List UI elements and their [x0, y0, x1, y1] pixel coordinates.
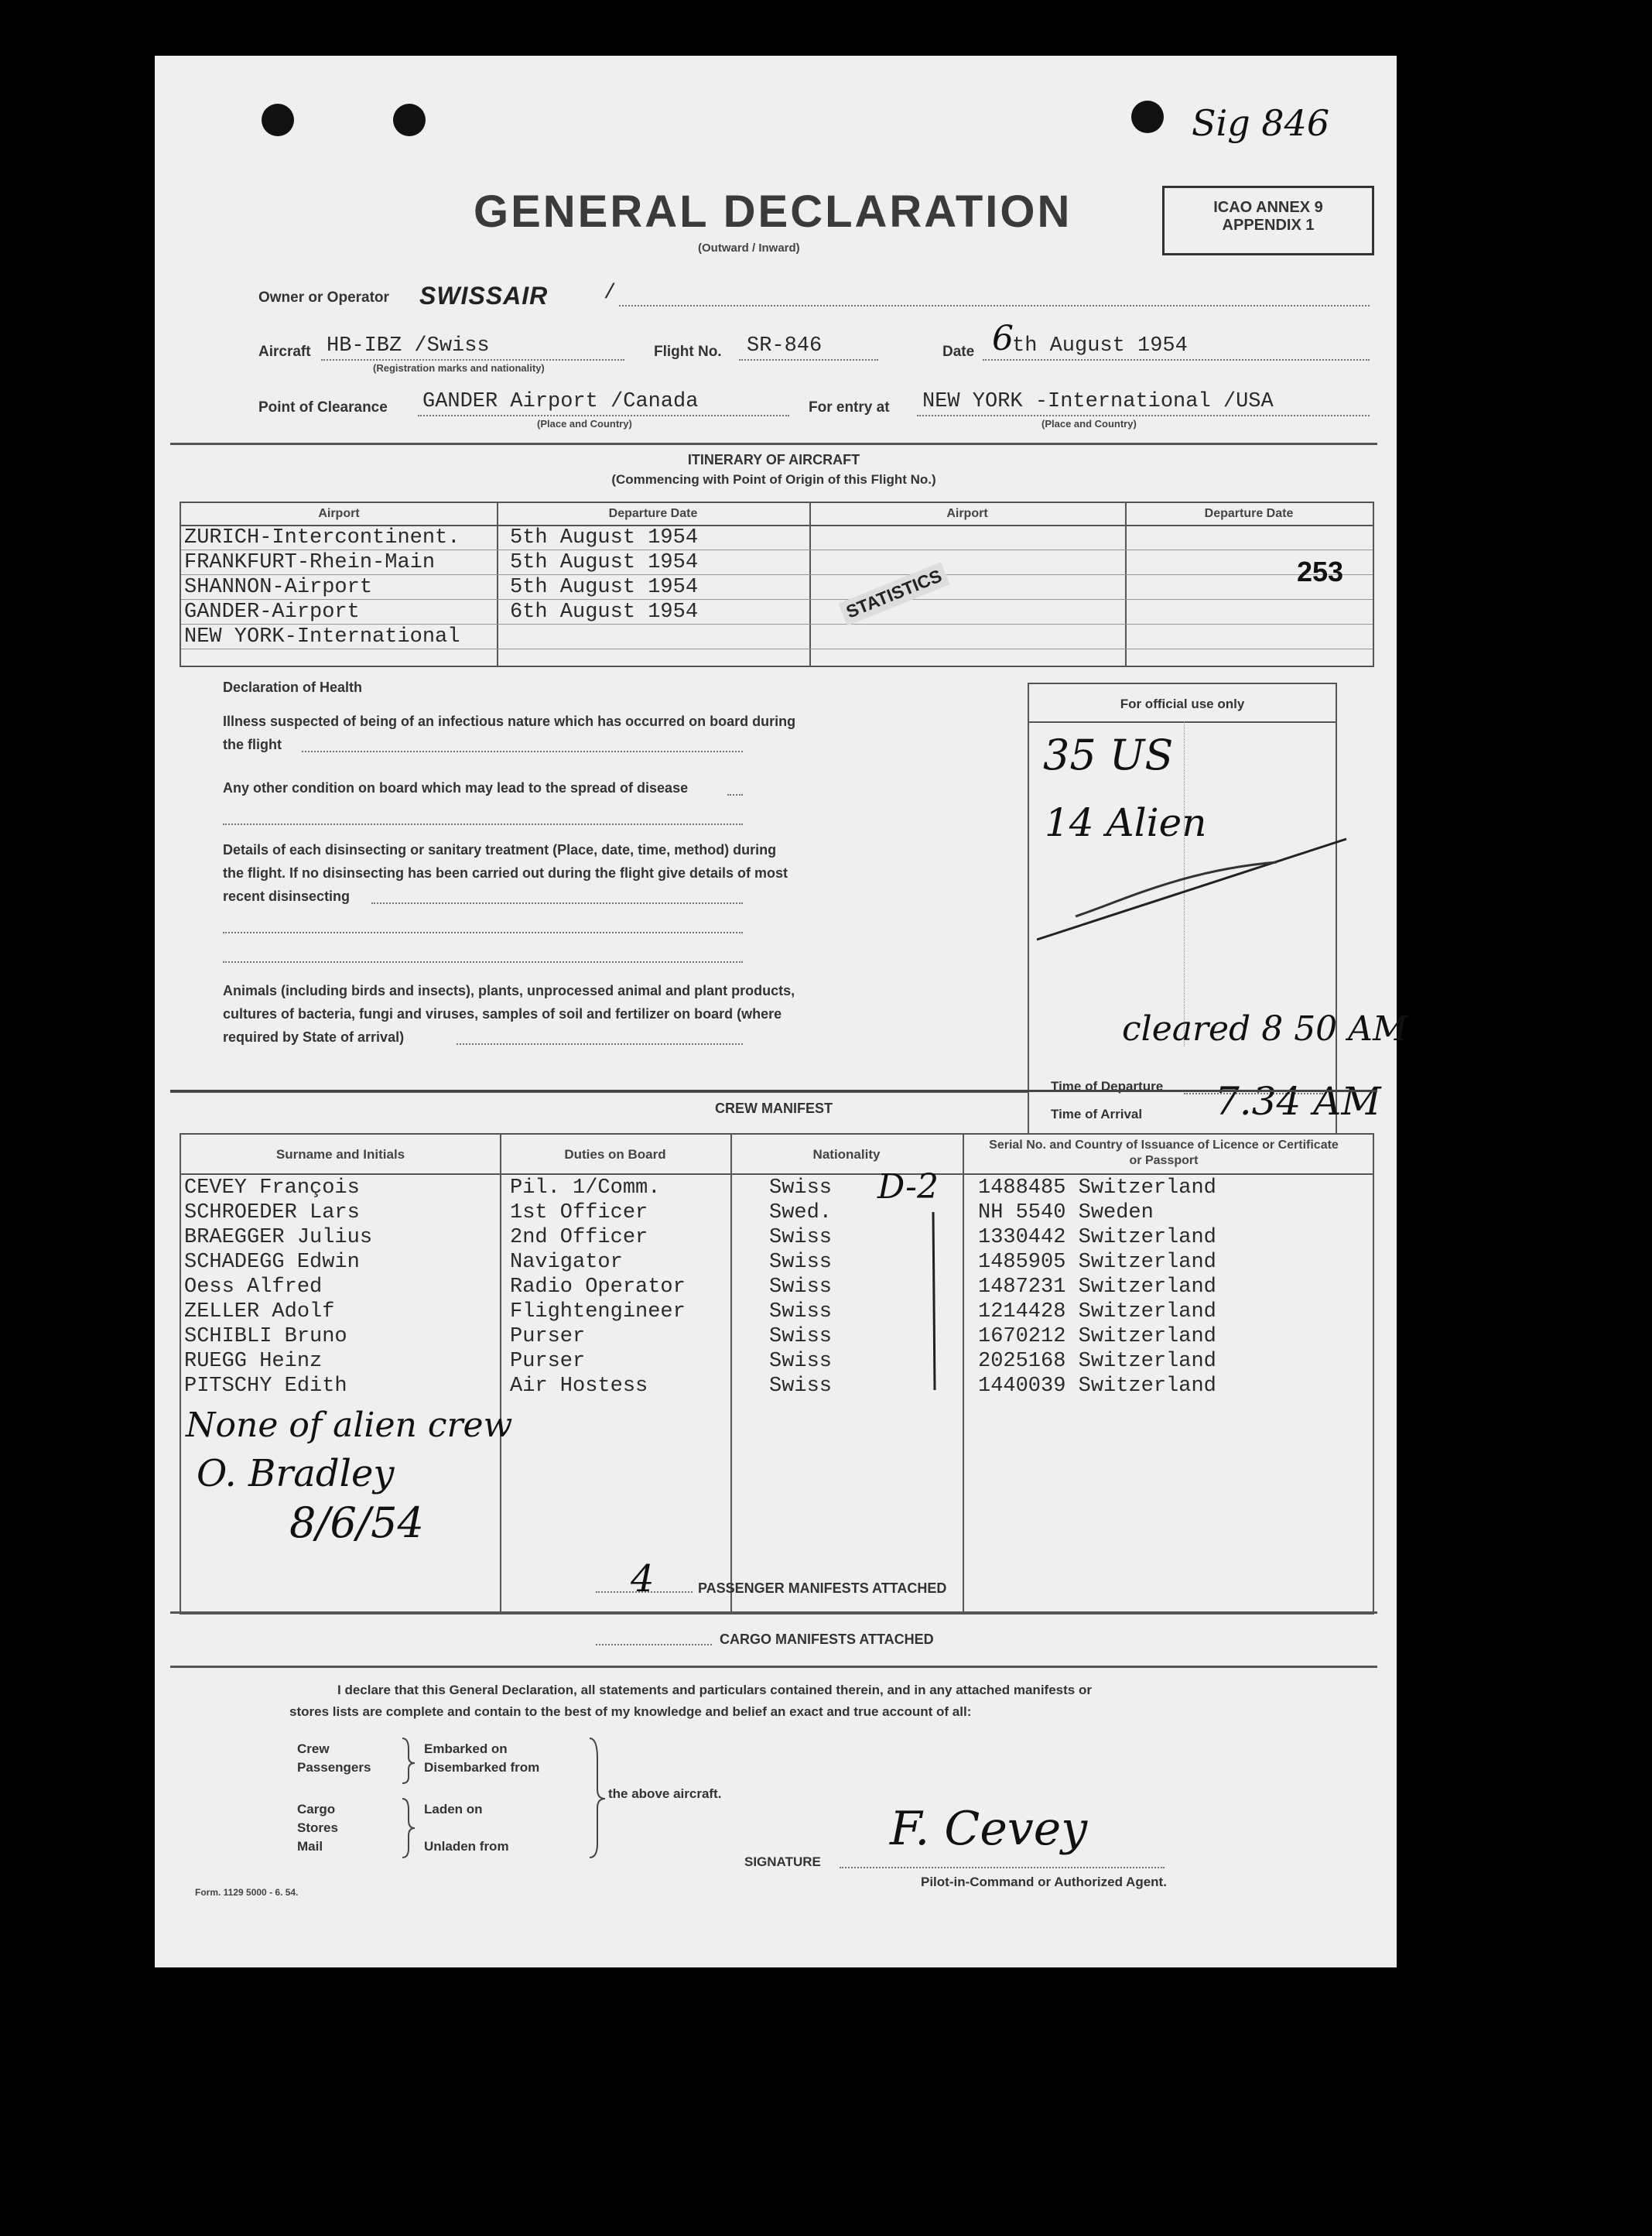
itinerary-number: 253 [1297, 556, 1344, 587]
itinerary-date-4: 6th August 1954 [510, 601, 699, 624]
cargo-count-line [596, 1644, 712, 1645]
crew-serial-4: 1485905 Switzerland [978, 1251, 1216, 1274]
crew-serial-2: NH 5540 Sweden [978, 1201, 1154, 1224]
decl-mail: Mail [297, 1839, 323, 1854]
crew-duty-2: 1st Officer [510, 1201, 648, 1224]
declaration-line-2: stores lists are complete and contain to the best of my knowledge and belief an exact and true account of all: [289, 1704, 972, 1719]
date-label: Date [942, 344, 975, 360]
annex-box [1162, 186, 1374, 255]
crew-serial-8: 2025168 Switzerland [978, 1350, 1216, 1373]
decl-stores: Stores [297, 1820, 338, 1835]
answer-line [223, 961, 743, 963]
crew-name-2: SCHROEDER Lars [184, 1201, 360, 1224]
owner-label: Owner or Operator [258, 289, 389, 306]
cargo-manifests-label: CARGO MANIFESTS ATTACHED [720, 1632, 934, 1647]
crew-serial-3: 1330442 Switzerland [978, 1226, 1216, 1249]
crew-duty-8: Purser [510, 1350, 586, 1373]
signature-label: SIGNATURE [744, 1854, 821, 1869]
rule [730, 1135, 732, 1613]
decl-laden: Laden on [424, 1802, 483, 1817]
passenger-count-line [596, 1591, 693, 1593]
date-line [983, 359, 1370, 361]
crew-hand-bracket [924, 1212, 947, 1398]
health-q3-line2: the flight. If no disinsecting has been carried out during the flight give details of most [223, 865, 788, 881]
decl-passengers: Passengers [297, 1760, 371, 1775]
annex-line-1: ICAO ANNEX 9 [1213, 199, 1323, 216]
crew-hand-nat: D-2 [877, 1167, 939, 1207]
rule [170, 1090, 1377, 1092]
decl-disembarked: Disembarked from [424, 1760, 540, 1775]
flight-line [739, 359, 878, 361]
crew-name-1: CEVEY François [184, 1176, 360, 1200]
entry-label: For entry at [809, 399, 890, 416]
rule [963, 1135, 964, 1613]
crew-nat-8: Swiss [769, 1350, 833, 1373]
statistics-stamp: STATISTICS [838, 562, 949, 625]
itinerary-subtitle: (Commencing with Point of Origin of this Flight No.) [611, 472, 936, 487]
itinerary-header-date: Departure Date [608, 507, 698, 520]
punch-hole-middle [393, 104, 426, 136]
date-hand: 6 [992, 319, 1014, 358]
health-q2: Any other condition on board which may lead to the spread of disease [223, 780, 689, 796]
answer-line [223, 932, 743, 933]
itinerary-date-2: 5th August 1954 [510, 551, 699, 574]
arrival-hand: 7.34 AM [1215, 1079, 1381, 1124]
crew-nat-7: Swiss [769, 1325, 833, 1348]
official-hand-alien: 14 Alien [1045, 800, 1207, 845]
rule [1125, 503, 1127, 666]
declaration-line-1: I declare that this General Declaration, all statements and particulars contained therein, and in any attached manifests or [337, 1683, 1092, 1697]
crew-serial-7: 1670212 Switzerland [978, 1325, 1216, 1348]
crew-hand-note-2: O. Bradley [197, 1452, 395, 1495]
crew-duty-5: Radio Operator [510, 1276, 686, 1299]
decl-embarked: Embarked on [424, 1741, 508, 1756]
aircraft-label: Aircraft [258, 344, 311, 360]
form-subtitle: (Outward / Inward) [698, 241, 800, 255]
rule [181, 624, 1373, 625]
date-value: th August 1954 [1012, 334, 1188, 358]
rule [181, 1173, 1373, 1175]
clearance-line [418, 415, 789, 416]
crew-nat-2: Swed. [769, 1201, 833, 1224]
flight-label: Flight No. [654, 344, 722, 360]
crew-nat-4: Swiss [769, 1251, 833, 1274]
itinerary-table [180, 502, 1374, 667]
itinerary-airport-3: SHANNON-Airport [184, 576, 373, 599]
itinerary-date-1: 5th August 1954 [510, 526, 699, 550]
crew-nat-5: Swiss [769, 1276, 833, 1299]
rule [181, 599, 1373, 600]
entry-note: (Place and Country) [1041, 418, 1137, 430]
entry-value: NEW YORK -International /USA [922, 390, 1274, 413]
crew-nat-6: Swiss [769, 1300, 833, 1323]
itinerary-airport-1: ZURICH-Intercontinent. [184, 526, 460, 550]
crew-name-8: RUEGG Heinz [184, 1350, 323, 1373]
owner-value: SWISSAIR [419, 282, 549, 310]
annex-line-2: APPENDIX 1 [1222, 217, 1315, 234]
official-hand-us: 35 US [1043, 731, 1174, 779]
decl-unladen: Unladen from [424, 1839, 509, 1854]
itinerary-airport-5: NEW YORK-International [184, 625, 460, 649]
health-q1-line1: Illness suspected of being of an infectious nature which has occurred on board during [223, 714, 796, 729]
crew-duty-3: 2nd Officer [510, 1226, 648, 1249]
form-title: GENERAL DECLARATION [474, 187, 1072, 237]
crew-title: CREW MANIFEST [715, 1101, 833, 1116]
rule [500, 1135, 501, 1613]
crew-duty-4: Navigator [510, 1251, 623, 1274]
crew-nat-1: Swiss [769, 1176, 833, 1200]
decl-crew: Crew [297, 1741, 330, 1756]
rule [809, 503, 811, 666]
health-q1-line2: the flight [223, 737, 282, 752]
itinerary-airport-4: GANDER-Airport [184, 601, 360, 624]
itinerary-date-3: 5th August 1954 [510, 576, 699, 599]
rule [1029, 721, 1336, 723]
aircraft-line [321, 359, 624, 361]
answer-line [457, 1043, 743, 1045]
aircraft-value: HB-IBZ /Swiss [327, 334, 490, 358]
pilot-label: Pilot-in-Command or Authorized Agent. [921, 1875, 1167, 1889]
clearance-note: (Place and Country) [537, 418, 632, 430]
form-number: Form. 1129 5000 - 6. 54. [195, 1887, 299, 1898]
clearance-value: GANDER Airport /Canada [422, 390, 699, 413]
crew-name-5: Oess Alfred [184, 1276, 323, 1299]
top-handwriting: Sig 846 [1192, 102, 1330, 144]
crew-nat-9: Swiss [769, 1375, 833, 1398]
crew-nat-3: Swiss [769, 1226, 833, 1249]
crew-header-duties: Duties on Board [564, 1147, 666, 1162]
health-q3-line1: Details of each disinsecting or sanitary treatment (Place, date, time, method) during [223, 842, 777, 858]
signature-line [840, 1867, 1165, 1868]
clearance-label: Point of Clearance [258, 399, 388, 416]
punch-hole-right [1131, 101, 1164, 133]
itinerary-header-airport-2: Airport [946, 507, 988, 520]
crew-serial-1: 1488485 Switzerland [978, 1176, 1216, 1200]
answer-line [727, 794, 743, 796]
health-q4-line2: cultures of bacteria, fungi and viruses, samples of soil and fertilizer on board (where [223, 1006, 782, 1022]
crew-name-6: ZELLER Adolf [184, 1300, 335, 1323]
health-title: Declaration of Health [223, 680, 363, 695]
declaration-braces [395, 1735, 619, 1867]
crew-name-3: BRAEGGER Julius [184, 1226, 373, 1249]
answer-line [371, 902, 743, 904]
crew-header-nationality: Nationality [812, 1147, 881, 1162]
answer-line [302, 751, 743, 752]
rule [181, 574, 1373, 575]
rule [170, 443, 1377, 445]
health-q3-line3: recent disinsecting [223, 889, 351, 904]
rule [497, 503, 498, 666]
passenger-manifest-count: 4 [631, 1557, 655, 1601]
official-use-box [1028, 683, 1407, 1135]
punch-hole-left [262, 104, 294, 136]
passenger-manifests-label: PASSENGER MANIFESTS ATTACHED [698, 1580, 947, 1596]
health-q4-line3: required by State of arrival) [223, 1029, 405, 1045]
document-page [155, 56, 1407, 1967]
crew-header-serial: Serial No. and Country of Issuance of Licence or Certificate or Passport [989, 1139, 1339, 1167]
arrival-label: Time of Arrival [1051, 1107, 1143, 1121]
official-hand-cleared: cleared 8 50 AM [1122, 1009, 1407, 1049]
crew-table [180, 1133, 1374, 1615]
official-strike-mark [1029, 824, 1354, 947]
departure-label: Time of Departure [1051, 1079, 1164, 1094]
entry-line [917, 415, 1370, 416]
itinerary-title: ITINERARY OF AIRCRAFT [687, 452, 860, 467]
crew-name-4: SCHADEGG Edwin [184, 1251, 360, 1274]
aircraft-note: (Registration marks and nationality) [373, 362, 545, 374]
owner-slash: / [604, 282, 617, 305]
crew-duty-9: Air Hostess [510, 1375, 648, 1398]
itinerary-header-date-2: Departure Date [1204, 507, 1294, 520]
itinerary-header-airport: Airport [318, 507, 360, 520]
rule [170, 1611, 1377, 1614]
answer-line [223, 824, 743, 825]
crew-duty-1: Pil. 1/Comm. [510, 1176, 661, 1200]
flight-value: SR-846 [747, 334, 823, 358]
crew-hand-note-3: 8/6/54 [289, 1498, 424, 1547]
crew-name-9: PITSCHY Edith [184, 1375, 347, 1398]
health-q4-line1: Animals (including birds and insects), plants, unprocessed animal and plant products, [223, 983, 795, 998]
crew-serial-9: 1440039 Switzerland [978, 1375, 1216, 1398]
crew-duty-6: Flightengineer [510, 1300, 686, 1323]
rule [170, 1666, 1377, 1668]
crew-name-7: SCHIBLI Bruno [184, 1325, 347, 1348]
crew-serial-5: 1487231 Switzerland [978, 1276, 1216, 1299]
owner-line [619, 305, 1370, 306]
official-title: For official use only [1120, 697, 1245, 711]
crew-header-name: Surname and Initials [275, 1147, 405, 1162]
decl-cargo: Cargo [297, 1802, 336, 1817]
crew-hand-note-1: None of alien crew [186, 1406, 513, 1445]
itinerary-airport-2: FRANKFURT-Rhein-Main [184, 551, 436, 574]
signature-hand: F. Cevey [890, 1802, 1088, 1856]
crew-duty-7: Purser [510, 1325, 586, 1348]
crew-serial-6: 1214428 Switzerland [978, 1300, 1216, 1323]
decl-above-aircraft: the above aircraft. [608, 1786, 722, 1801]
